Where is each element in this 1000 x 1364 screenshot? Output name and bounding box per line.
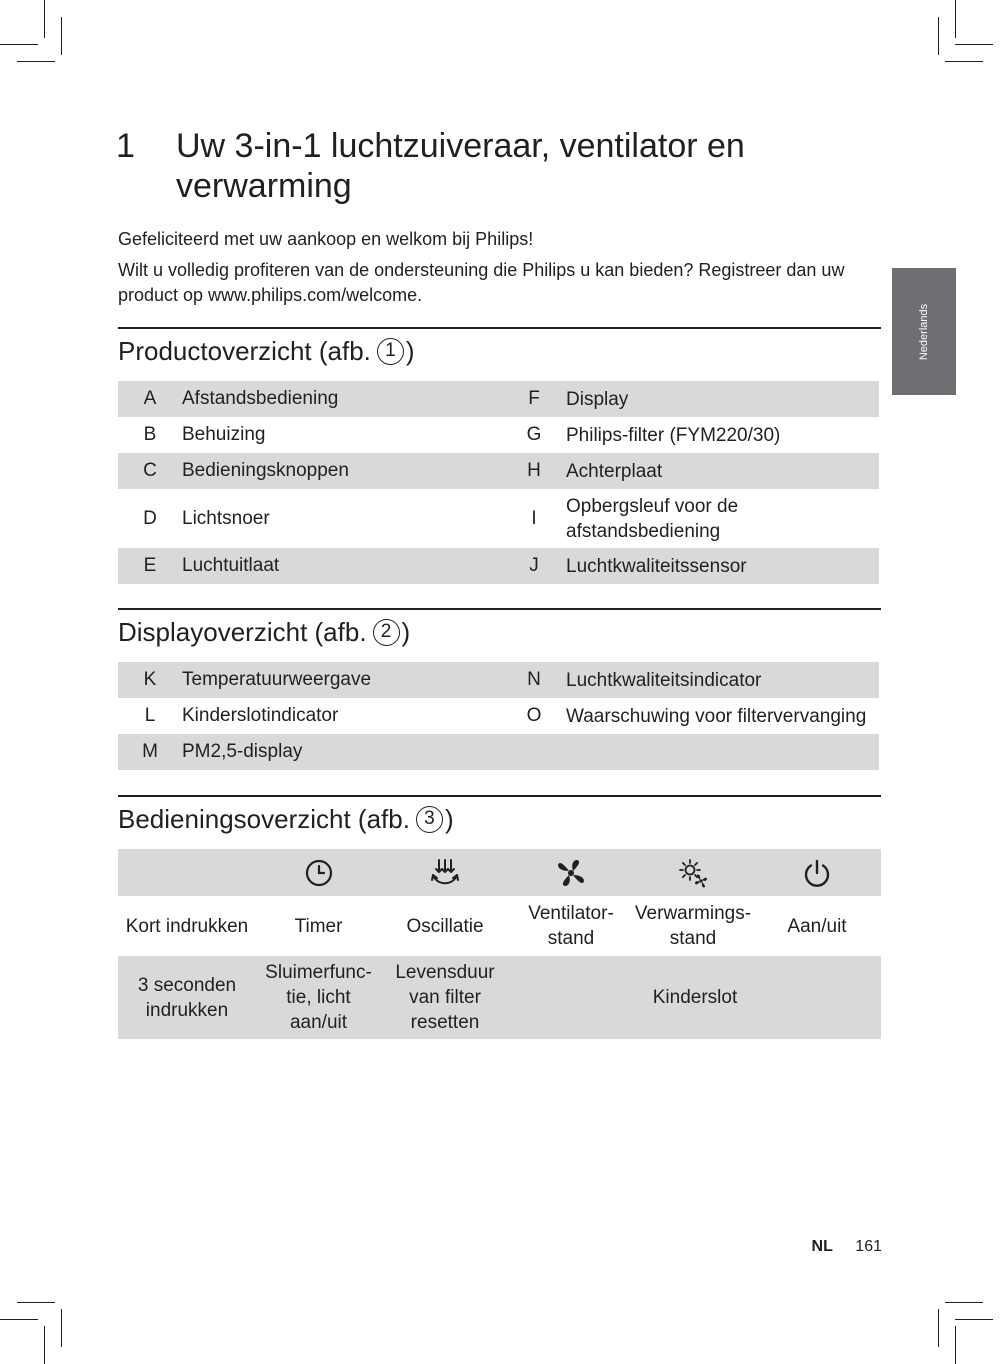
table-row xyxy=(118,548,879,584)
long-press-label: 3 seconden indrukken xyxy=(137,974,237,1021)
item-key: N xyxy=(527,669,541,690)
timer-icon xyxy=(256,849,381,896)
crop-mark xyxy=(955,44,993,45)
item-label: Kinderslotindicator xyxy=(182,705,339,726)
item-key: K xyxy=(143,669,157,690)
item-key: D xyxy=(143,507,157,529)
chapter-title: Uw 3-in-1 luchtzuiveraar, ventilator en verwarming xyxy=(176,127,745,205)
crop-mark xyxy=(17,1302,55,1303)
item-key: B xyxy=(143,424,157,445)
section-rule xyxy=(118,795,881,797)
item-label: Display xyxy=(566,388,629,410)
crop-mark xyxy=(61,17,62,55)
page-footer xyxy=(812,1238,882,1256)
item-label: Luchtuitlaat xyxy=(182,555,280,576)
item-label: Luchtkwaliteitssensor xyxy=(566,555,747,577)
heading-text: Displayoverzicht (afb. xyxy=(118,617,367,647)
crop-mark xyxy=(17,61,55,62)
crop-mark xyxy=(955,0,956,38)
heating-icon xyxy=(633,849,753,896)
language-side-tab xyxy=(892,268,956,395)
crop-mark xyxy=(44,0,45,38)
intro-register: Wilt u volledig profiteren van de ondersteuning die Philips u kan bieden? Registreer dan uw product op www.philips.com/welcome. xyxy=(118,260,845,305)
table-row xyxy=(118,453,879,489)
item-label: Bedieningsknoppen xyxy=(182,460,349,481)
fan-speed-label: Ventilator-stand xyxy=(528,903,614,949)
item-key: O xyxy=(526,705,542,726)
crop-mark xyxy=(44,1326,45,1364)
item-key: A xyxy=(143,388,157,409)
heading-close: ) xyxy=(444,804,454,834)
control-icon-row xyxy=(118,849,881,896)
crop-mark xyxy=(61,1309,62,1347)
control-table xyxy=(118,849,881,1039)
product-overview-heading xyxy=(118,335,881,367)
table-row xyxy=(118,417,879,453)
intro-welcome: Gefeliciteerd met uw aankoop en welkom bij Philips! xyxy=(118,229,534,249)
heating-mode-label: Verwarmings-stand xyxy=(634,903,752,949)
short-press-row xyxy=(118,896,881,956)
crop-mark xyxy=(0,1319,38,1320)
control-overview-section xyxy=(118,795,881,1039)
table-row xyxy=(118,489,879,548)
empty-cell xyxy=(118,849,256,896)
fan-icon xyxy=(509,849,633,896)
language-side-tab-label: Nederlands xyxy=(918,303,930,360)
item-key: M xyxy=(142,741,158,762)
item-key: L xyxy=(144,705,156,726)
item-key: F xyxy=(528,388,540,409)
section-rule xyxy=(118,327,881,329)
item-key: C xyxy=(143,460,157,481)
child-lock-label: Kinderslot xyxy=(652,987,738,1008)
section-rule xyxy=(118,608,881,610)
heading-text: Productoverzicht (afb. xyxy=(118,336,371,366)
item-label: Afstandsbediening xyxy=(182,388,339,409)
footer-language: NL xyxy=(811,1238,833,1255)
item-key: J xyxy=(529,555,539,576)
crop-mark xyxy=(938,1309,939,1347)
crop-mark xyxy=(955,1319,993,1320)
display-overview-heading xyxy=(118,616,881,648)
crop-mark xyxy=(0,44,38,45)
table-row xyxy=(118,698,879,734)
item-label: Lichtsnoer xyxy=(182,507,270,529)
table-row xyxy=(118,734,879,770)
item-key: E xyxy=(143,555,157,576)
figure-number-badge: 2 xyxy=(373,619,400,646)
item-key: G xyxy=(526,424,542,445)
chapter-number: 1 xyxy=(116,127,135,165)
item-label: Behuizing xyxy=(182,424,266,445)
item-key: H xyxy=(527,460,541,481)
power-label: Aan/uit xyxy=(787,915,847,937)
short-press-label: Kort indrukken xyxy=(125,915,249,937)
item-label: Temperatuurweergave xyxy=(182,669,372,690)
table-row xyxy=(118,381,879,417)
heading-close: ) xyxy=(401,617,411,647)
figure-number-badge: 3 xyxy=(416,806,443,833)
figure-number-badge: 1 xyxy=(377,338,404,365)
display-overview-table xyxy=(118,662,879,770)
item-label: Achterplaat xyxy=(566,460,663,482)
crop-mark xyxy=(945,1302,983,1303)
item-label: Philips-filter (FYM220/30) xyxy=(566,424,781,446)
heading-text: Bedieningsoverzicht (afb. xyxy=(118,804,410,834)
table-row xyxy=(118,662,879,698)
product-overview-table xyxy=(118,381,879,584)
long-press-row xyxy=(118,956,881,1039)
power-icon xyxy=(753,849,881,896)
item-key: I xyxy=(531,507,537,529)
crop-mark xyxy=(938,17,939,55)
product-overview-section xyxy=(118,327,881,584)
filter-reset-label: Levensduur van filter resetten xyxy=(395,962,495,1033)
heading-close: ) xyxy=(405,336,415,366)
display-overview-section xyxy=(118,608,881,770)
item-label: Waarschuwing voor filtervervanging xyxy=(566,705,867,727)
control-overview-heading xyxy=(118,803,881,835)
item-label: Opbergsleuf voor de afstandsbediening xyxy=(566,495,739,542)
sleep-mode-label: Sluimerfunc-tie, licht aan/uit xyxy=(265,962,372,1033)
item-label: Luchtkwaliteitsindicator xyxy=(566,669,762,691)
page-number: 161 xyxy=(855,1238,882,1255)
timer-label: Timer xyxy=(294,915,343,937)
crop-mark xyxy=(955,1326,956,1364)
crop-mark xyxy=(945,61,983,62)
oscillation-icon xyxy=(381,849,509,896)
oscillation-label: Oscillatie xyxy=(406,915,484,937)
item-label: PM2,5-display xyxy=(182,741,303,762)
